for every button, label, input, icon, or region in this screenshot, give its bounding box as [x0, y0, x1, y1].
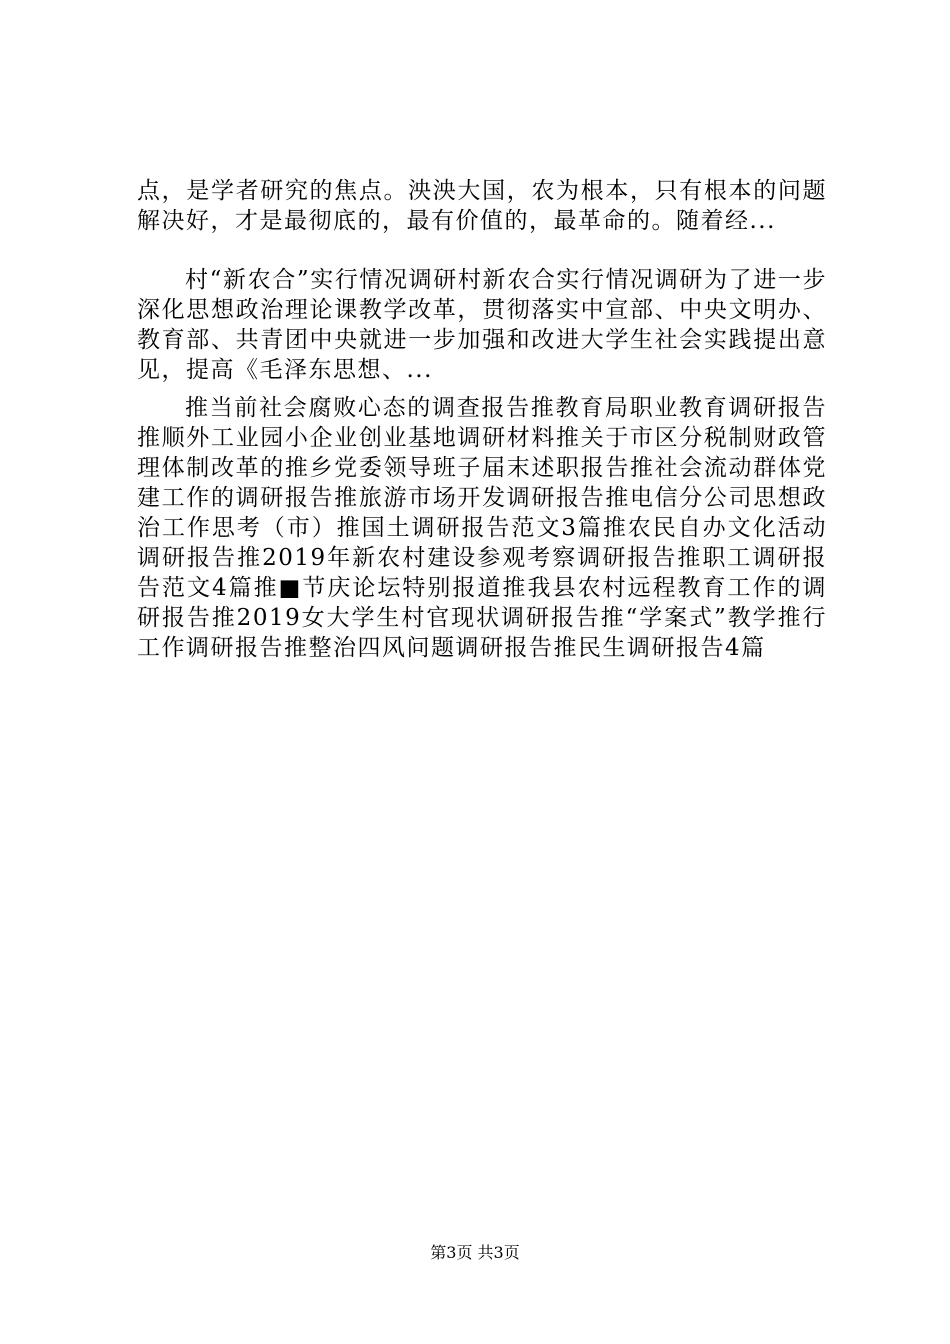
- paragraph-new-rural-cooperative-summary: 村“新农合”实行情况调研村新农合实行情况调研为了进一步深化思想政治理论课教学改革，贯彻落实中宣部、中央文明办、教育部、共青团中央就进一步加强和改进大学生社会实践提出意见，提高《毛泽东思想、...: [137, 267, 827, 383]
- paragraph-intro-continuation: 点，是学者研究的焦点。泱泱大国，农为根本，只有根本的问题解决好，才是最彻底的，最有价值的，最革命的。随着经...: [137, 178, 827, 234]
- page-number-footer: 第3页 共3页: [430, 1243, 520, 1262]
- paragraph-related-reports-list: 推当前社会腐败心态的调查报告推教育局职业教育调研报告推顺外工业园小企业创业基地调研材料推关于市区分税制财政管理体制改革的推乡党委领导班子届末述职报告推社会流动群体党建工作的调研报告推旅游市场开发调研报告推电信分公司思想政治工作思考（市）推国土调研报告范文3篇推农民自办文化活动调研报告推2019年新农村建设参观考察调研报告推职工调研报告范文4篇推■节庆论坛特别报道推我县农村远程教育工作的调研报告推2019女大学生村官现状调研报告推“学案式”教学推行工作调研报告推整治四风问题调研报告推民生调研报告4篇: [137, 395, 827, 661]
